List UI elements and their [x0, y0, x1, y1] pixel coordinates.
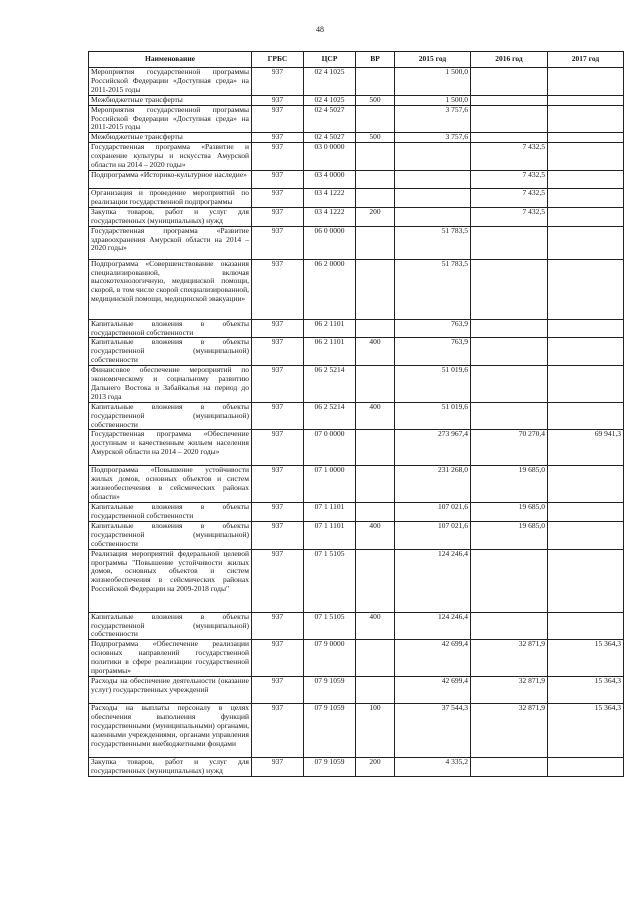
cell-y2016	[471, 259, 548, 319]
cell-vr	[356, 259, 395, 319]
cell-name: Капитальные вложения в объекты государственной собственности	[89, 319, 252, 338]
cell-vr	[356, 105, 395, 133]
cell-grbs: 937	[252, 105, 304, 133]
cell-y2017	[548, 95, 624, 105]
cell-y2015	[395, 170, 471, 188]
cell-y2017	[548, 366, 624, 403]
cell-vr	[356, 319, 395, 338]
cell-y2016	[471, 402, 548, 430]
cell-csr: 06 0 0000	[304, 226, 356, 259]
cell-csr: 07 9 1059	[304, 757, 356, 776]
cell-csr: 07 9 1059	[304, 676, 356, 703]
cell-y2017	[548, 226, 624, 259]
cell-y2015: 51 019,6	[395, 366, 471, 403]
cell-y2015	[395, 207, 471, 226]
cell-y2017: 69 941,3	[548, 430, 624, 466]
cell-y2016	[471, 95, 548, 105]
table-row	[89, 430, 624, 466]
cell-csr: 07 9 1059	[304, 703, 356, 757]
table-row	[89, 549, 624, 612]
cell-y2017	[548, 612, 624, 640]
table-row	[89, 188, 624, 207]
cell-vr	[356, 640, 395, 677]
cell-y2017: 15 364,3	[548, 703, 624, 757]
cell-y2017	[548, 68, 624, 96]
table-row	[89, 521, 624, 549]
cell-y2015: 107 021,6	[395, 521, 471, 549]
cell-grbs: 937	[252, 612, 304, 640]
cell-y2016: 7 432,5	[471, 143, 548, 171]
cell-y2016	[471, 338, 548, 366]
cell-name: Подпрограмма «Обеспечение реализации основных направлений государственной политики в сфере реализации государственной программы»	[89, 640, 252, 677]
cell-vr	[356, 503, 395, 522]
cell-vr	[356, 676, 395, 703]
cell-y2015: 107 021,6	[395, 503, 471, 522]
cell-y2016	[471, 133, 548, 143]
cell-csr: 03 4 1222	[304, 188, 356, 207]
cell-name: Расходы на выплаты персоналу в целях обеспечения выполнения функций государственными (муниципальными) органами, казенными учреждениями, органами управления государственными внебюджетными фондами	[89, 703, 252, 757]
budget-table	[88, 51, 624, 777]
cell-csr: 02 4 5027	[304, 105, 356, 133]
cell-y2016	[471, 612, 548, 640]
page-number: 48	[316, 25, 324, 34]
cell-vr: 400	[356, 612, 395, 640]
cell-grbs: 937	[252, 521, 304, 549]
cell-vr: 500	[356, 133, 395, 143]
cell-name: Организация и проведение мероприятий по реализации государственной подпрограммы	[89, 188, 252, 207]
cell-grbs: 937	[252, 676, 304, 703]
cell-y2015: 273 967,4	[395, 430, 471, 466]
table-row	[89, 676, 624, 703]
cell-csr: 06 2 5214	[304, 402, 356, 430]
cell-y2015: 51 783,5	[395, 259, 471, 319]
cell-name: Межбюджетные трансферты	[89, 133, 252, 143]
cell-name: Капитальные вложения в объекты государственной (муниципальной) собственности	[89, 612, 252, 640]
cell-y2017	[548, 503, 624, 522]
cell-name: Закупка товаров, работ и услуг для государственных (муниципальных) нужд	[89, 207, 252, 226]
cell-csr: 06 2 5214	[304, 366, 356, 403]
table-row	[89, 170, 624, 188]
cell-grbs: 937	[252, 226, 304, 259]
cell-y2015: 3 757,6	[395, 133, 471, 143]
cell-vr	[356, 549, 395, 612]
table-row	[89, 757, 624, 776]
cell-vr: 500	[356, 95, 395, 105]
cell-y2015: 763,9	[395, 338, 471, 366]
cell-y2017: 15 364,3	[548, 676, 624, 703]
table-row	[89, 338, 624, 366]
cell-y2015: 1 500,0	[395, 95, 471, 105]
cell-y2017	[548, 259, 624, 319]
cell-y2016: 19 685,0	[471, 466, 548, 503]
cell-csr: 02 4 1025	[304, 95, 356, 105]
cell-vr	[356, 188, 395, 207]
cell-name: Мероприятия государственной программы Российской Федерации «Доступная среда» на 2011-2015 годы	[89, 105, 252, 133]
cell-y2016	[471, 226, 548, 259]
cell-name: Закупка товаров, работ и услуг для государственных (муниципальных) нужд	[89, 757, 252, 776]
cell-vr: 100	[356, 703, 395, 757]
cell-csr: 07 1 1101	[304, 521, 356, 549]
cell-y2016	[471, 549, 548, 612]
cell-vr	[356, 226, 395, 259]
table-row	[89, 143, 624, 171]
cell-name: Подпрограмма «Повышение устойчивости жилых домов, основных объектов и систем жизнеобеспечения в сейсмических районах области»	[89, 466, 252, 503]
cell-grbs: 937	[252, 366, 304, 403]
table-row	[89, 226, 624, 259]
header-2015: 2015 год	[395, 52, 471, 68]
cell-csr: 03 4 0000	[304, 170, 356, 188]
table-row	[89, 612, 624, 640]
table-row	[89, 68, 624, 96]
cell-name: Капитальные вложения в объекты государственной (муниципальной) собственности	[89, 402, 252, 430]
cell-y2017	[548, 133, 624, 143]
table-row	[89, 402, 624, 430]
cell-name: Государственная программа «Развитие здравоохранения Амурской области на 2014 – 2020 годы»	[89, 226, 252, 259]
header-vr: ВР	[356, 52, 395, 68]
cell-y2017	[548, 466, 624, 503]
cell-y2016	[471, 105, 548, 133]
cell-csr: 07 0 0000	[304, 430, 356, 466]
header-name: Наименование	[89, 52, 252, 68]
cell-grbs: 937	[252, 319, 304, 338]
cell-name: Капитальные вложения в объекты государственной (муниципальной) собственности	[89, 521, 252, 549]
cell-vr	[356, 143, 395, 171]
cell-name: Государственная программа «Обеспечение доступным и качественным жильем населения Амурской области на 2014 – 2020 годы»	[89, 430, 252, 466]
cell-y2015: 1 500,0	[395, 68, 471, 96]
table-row	[89, 133, 624, 143]
cell-y2016: 7 432,5	[471, 170, 548, 188]
cell-vr: 200	[356, 757, 395, 776]
cell-vr: 400	[356, 402, 395, 430]
cell-y2016	[471, 757, 548, 776]
cell-y2017: 15 364,3	[548, 640, 624, 677]
cell-vr	[356, 430, 395, 466]
cell-y2015: 37 544,3	[395, 703, 471, 757]
cell-name: Мероприятия государственной программы Российской Федерации «Доступная среда» на 2011-2015 годы	[89, 68, 252, 96]
cell-y2016: 70 270,4	[471, 430, 548, 466]
cell-name: Реализация мероприятий федеральной целевой программы "Повышение устойчивости жилых домов, основных объектов и систем жизнеобеспечения в сейсмических районах Российской Федерации на 2009-2018 годы"	[89, 549, 252, 612]
cell-grbs: 937	[252, 757, 304, 776]
cell-csr: 07 1 1101	[304, 503, 356, 522]
table-row	[89, 366, 624, 403]
cell-csr: 02 4 1025	[304, 68, 356, 96]
header-2016: 2016 год	[471, 52, 548, 68]
table-row	[89, 466, 624, 503]
cell-grbs: 937	[252, 703, 304, 757]
cell-grbs: 937	[252, 188, 304, 207]
cell-grbs: 937	[252, 259, 304, 319]
cell-grbs: 937	[252, 95, 304, 105]
cell-vr: 400	[356, 338, 395, 366]
cell-y2015: 124 246,4	[395, 549, 471, 612]
cell-y2017	[548, 170, 624, 188]
cell-csr: 07 1 5105	[304, 612, 356, 640]
cell-csr: 07 9 0000	[304, 640, 356, 677]
cell-y2016: 7 432,5	[471, 188, 548, 207]
cell-csr: 07 1 0000	[304, 466, 356, 503]
cell-y2015: 51 783,5	[395, 226, 471, 259]
cell-vr: 200	[356, 207, 395, 226]
cell-grbs: 937	[252, 549, 304, 612]
cell-grbs: 937	[252, 170, 304, 188]
cell-y2016: 7 432,5	[471, 207, 548, 226]
cell-name: Финансовое обеспечение мероприятий по экономическому и социальному развитию Дальнего Востока и Забайкалья на период до 2013 года	[89, 366, 252, 403]
cell-name: Капитальные вложения в объекты государственной (муниципальной) собственности	[89, 338, 252, 366]
cell-y2017	[548, 549, 624, 612]
cell-y2017	[548, 188, 624, 207]
cell-vr	[356, 366, 395, 403]
cell-csr: 06 2 1101	[304, 319, 356, 338]
cell-y2017	[548, 402, 624, 430]
cell-y2015: 42 699,4	[395, 676, 471, 703]
cell-y2015: 231 268,0	[395, 466, 471, 503]
cell-vr	[356, 170, 395, 188]
cell-name: Подпрограмма «Историко-культурное наследие»	[89, 170, 252, 188]
cell-y2015: 763,9	[395, 319, 471, 338]
cell-y2017	[548, 757, 624, 776]
table-row	[89, 319, 624, 338]
cell-vr	[356, 68, 395, 96]
table-row	[89, 703, 624, 757]
cell-y2015	[395, 143, 471, 171]
cell-grbs: 937	[252, 640, 304, 677]
cell-name: Межбюджетные трансферты	[89, 95, 252, 105]
cell-grbs: 937	[252, 338, 304, 366]
cell-name: Капитальные вложения в объекты государственной собственности	[89, 503, 252, 522]
table-row	[89, 105, 624, 133]
cell-grbs: 937	[252, 133, 304, 143]
cell-csr: 06 2 1101	[304, 338, 356, 366]
cell-name: Государственная программа «Развитие и сохранение культуры и искусства Амурской области на 2014 – 2020 годы»	[89, 143, 252, 171]
cell-grbs: 937	[252, 68, 304, 96]
cell-grbs: 937	[252, 207, 304, 226]
cell-y2016	[471, 366, 548, 403]
cell-vr: 400	[356, 521, 395, 549]
cell-vr	[356, 466, 395, 503]
header-grbs: ГРБС	[252, 52, 304, 68]
cell-csr: 03 0 0000	[304, 143, 356, 171]
cell-y2016: 32 871,9	[471, 640, 548, 677]
cell-y2016: 32 871,9	[471, 703, 548, 757]
cell-y2015: 42 699,4	[395, 640, 471, 677]
cell-y2016	[471, 68, 548, 96]
cell-y2016: 19 685,0	[471, 503, 548, 522]
cell-y2015: 4 335,2	[395, 757, 471, 776]
cell-y2016: 19 685,0	[471, 521, 548, 549]
cell-csr: 06 2 0000	[304, 259, 356, 319]
cell-csr: 03 4 1222	[304, 207, 356, 226]
cell-y2015: 3 757,6	[395, 105, 471, 133]
table-row	[89, 640, 624, 677]
cell-y2017	[548, 105, 624, 133]
cell-name: Подпрограмма «Совершенствование оказания специализированной, включая высокотехнологичную, медицинской помощи, скорой, в том числе скорой специализированной, медицинской помощи, медицинской эвакуации»	[89, 259, 252, 319]
cell-grbs: 937	[252, 143, 304, 171]
cell-csr: 07 1 5105	[304, 549, 356, 612]
table-row	[89, 503, 624, 522]
cell-y2017	[548, 338, 624, 366]
cell-y2015: 124 246,4	[395, 612, 471, 640]
cell-grbs: 937	[252, 402, 304, 430]
cell-y2016: 32 871,9	[471, 676, 548, 703]
cell-csr: 02 4 5027	[304, 133, 356, 143]
table-row	[89, 259, 624, 319]
cell-grbs: 937	[252, 430, 304, 466]
table-row	[89, 207, 624, 226]
table-header-row	[89, 52, 624, 68]
cell-grbs: 937	[252, 503, 304, 522]
cell-y2017	[548, 207, 624, 226]
cell-name: Расходы на обеспечение деятельности (оказание услуг) государственных учреждений	[89, 676, 252, 703]
cell-y2017	[548, 143, 624, 171]
cell-y2015	[395, 188, 471, 207]
header-csr: ЦСР	[304, 52, 356, 68]
cell-grbs: 937	[252, 466, 304, 503]
cell-y2016	[471, 319, 548, 338]
header-2017: 2017 год	[548, 52, 624, 68]
cell-y2017	[548, 319, 624, 338]
cell-y2015: 51 019,6	[395, 402, 471, 430]
cell-y2017	[548, 521, 624, 549]
table-row	[89, 95, 624, 105]
